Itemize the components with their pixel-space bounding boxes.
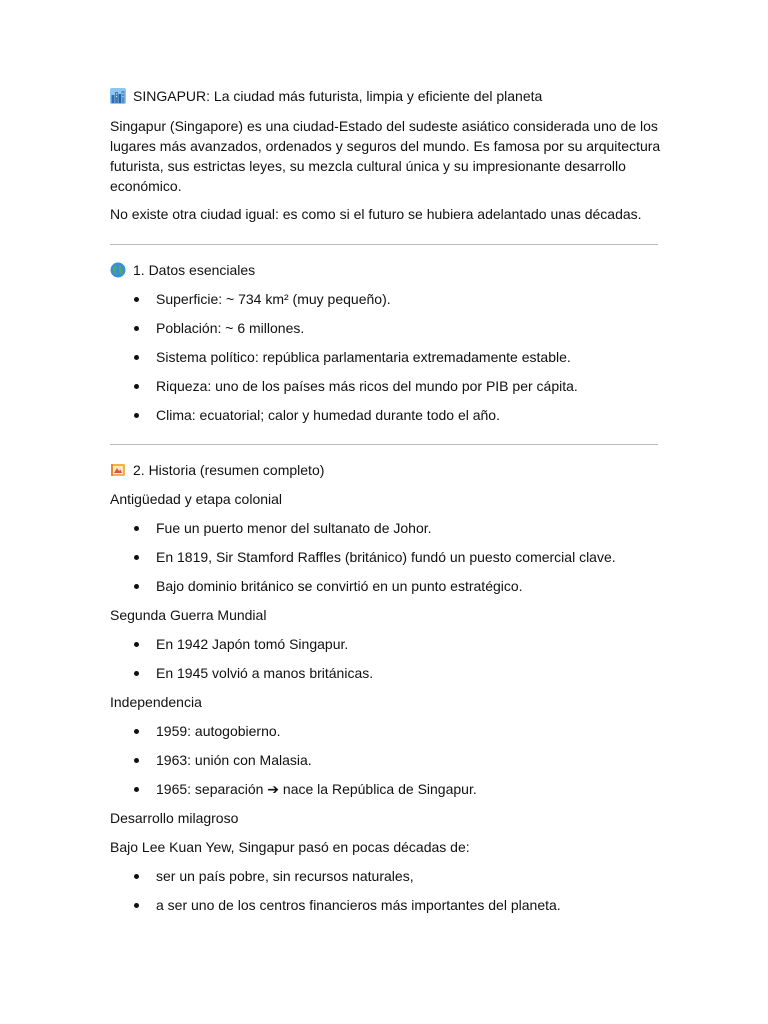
list-item	[110, 547, 658, 567]
datos-list	[110, 289, 658, 425]
list-item-text: 1959: autogobierno.	[156, 723, 281, 739]
list-item-text: En 1945 volvió a manos británicas.	[156, 665, 374, 681]
section-heading-text: 1. Datos esenciales	[133, 262, 256, 278]
independencia-list	[110, 721, 658, 799]
bullet-icon	[134, 787, 139, 792]
subheading-desarrollo: Desarrollo milagroso	[110, 810, 239, 826]
bullet-icon	[134, 642, 139, 647]
globe-icon	[110, 262, 126, 278]
list-item	[110, 318, 658, 338]
antiguedad-list	[110, 518, 658, 596]
scroll-icon	[110, 462, 126, 478]
list-item	[110, 663, 658, 683]
intro-line: futurista, sus estrictas leyes, su mezcla cultural única y su impresionante desarrollo	[110, 158, 626, 174]
section-heading-text: 2. Historia (resumen completo)	[133, 462, 325, 478]
divider	[110, 444, 658, 445]
bullet-icon	[134, 413, 139, 418]
list-item-text: Sistema político: república parlamentaria extremadamente estable.	[156, 349, 571, 365]
bullet-icon	[134, 555, 139, 560]
list-item-text: ser un país pobre, sin recursos naturales,	[156, 868, 414, 884]
intro-line: lugares más avanzados, ordenados y seguros del mundo. Es famosa por su arquitectura	[110, 138, 661, 154]
bullet-icon	[134, 384, 139, 389]
list-item	[110, 289, 658, 309]
bullet-icon	[134, 758, 139, 763]
list-item	[110, 576, 658, 596]
divider	[110, 244, 658, 245]
intro-line: Singapur (Singapore) es una ciudad-Estado del sudeste asiático considerada uno de los	[110, 118, 658, 134]
list-item	[110, 405, 658, 425]
bullet-icon	[134, 671, 139, 676]
bullet-icon	[134, 729, 139, 734]
list-item-text: Bajo dominio británico se convirtió en un punto estratégico.	[156, 578, 523, 594]
bullet-icon	[134, 526, 139, 531]
list-item	[110, 376, 658, 396]
list-item-text: a ser uno de los centros financieros más importantes del planeta.	[156, 897, 561, 913]
list-item	[110, 779, 658, 799]
desarrollo-intro: Bajo Lee Kuan Yew, Singapur pasó en pocas décadas de:	[110, 839, 470, 855]
list-item-text: Fue un puerto menor del sultanato de Johor.	[156, 520, 432, 536]
guerra-list	[110, 634, 658, 683]
bullet-icon	[134, 297, 139, 302]
list-item	[110, 866, 658, 886]
intro-line: económico.	[110, 178, 182, 194]
intro-paragraph	[110, 116, 661, 196]
list-item	[110, 518, 658, 538]
subheading-independencia: Independencia	[110, 694, 202, 710]
bullet-icon	[134, 903, 139, 908]
list-item-text: Clima: ecuatorial; calor y humedad durante todo el año.	[156, 407, 500, 423]
list-item	[110, 347, 658, 367]
bullet-icon	[134, 326, 139, 331]
document-title	[110, 86, 658, 106]
desarrollo-list	[110, 866, 658, 915]
subheading-guerra: Segunda Guerra Mundial	[110, 607, 267, 623]
list-item-text: 1965: separación ➔ nace la República de Singapur.	[156, 781, 477, 797]
list-item	[110, 634, 658, 654]
cityscape-icon	[110, 88, 126, 104]
subheading-antiguedad: Antigüedad y etapa colonial	[110, 491, 283, 507]
bullet-icon	[134, 355, 139, 360]
list-item	[110, 750, 658, 770]
bullet-icon	[134, 874, 139, 879]
section-heading-datos	[110, 260, 658, 280]
closing-line: No existe otra ciudad igual: es como si el futuro se hubiera adelantado unas décadas.	[110, 206, 642, 222]
title-text: SINGAPUR: La ciudad más futurista, limpia y eficiente del planeta	[133, 88, 543, 104]
list-item-text: Superficie: ~ 734 km² (muy pequeño).	[156, 291, 391, 307]
list-item	[110, 721, 658, 741]
list-item	[110, 895, 658, 915]
list-item-text: Riqueza: uno de los países más ricos del mundo por PIB per cápita.	[156, 378, 578, 394]
list-item-text: En 1819, Sir Stamford Raffles (británico) fundó un puesto comercial clave.	[156, 549, 616, 565]
section-heading-historia	[110, 460, 658, 480]
list-item-text: 1963: unión con Malasia.	[156, 752, 312, 768]
list-item-text: Población: ~ 6 millones.	[156, 320, 305, 336]
document-page	[110, 86, 661, 915]
list-item-text: En 1942 Japón tomó Singapur.	[156, 636, 349, 652]
bullet-icon	[134, 584, 139, 589]
